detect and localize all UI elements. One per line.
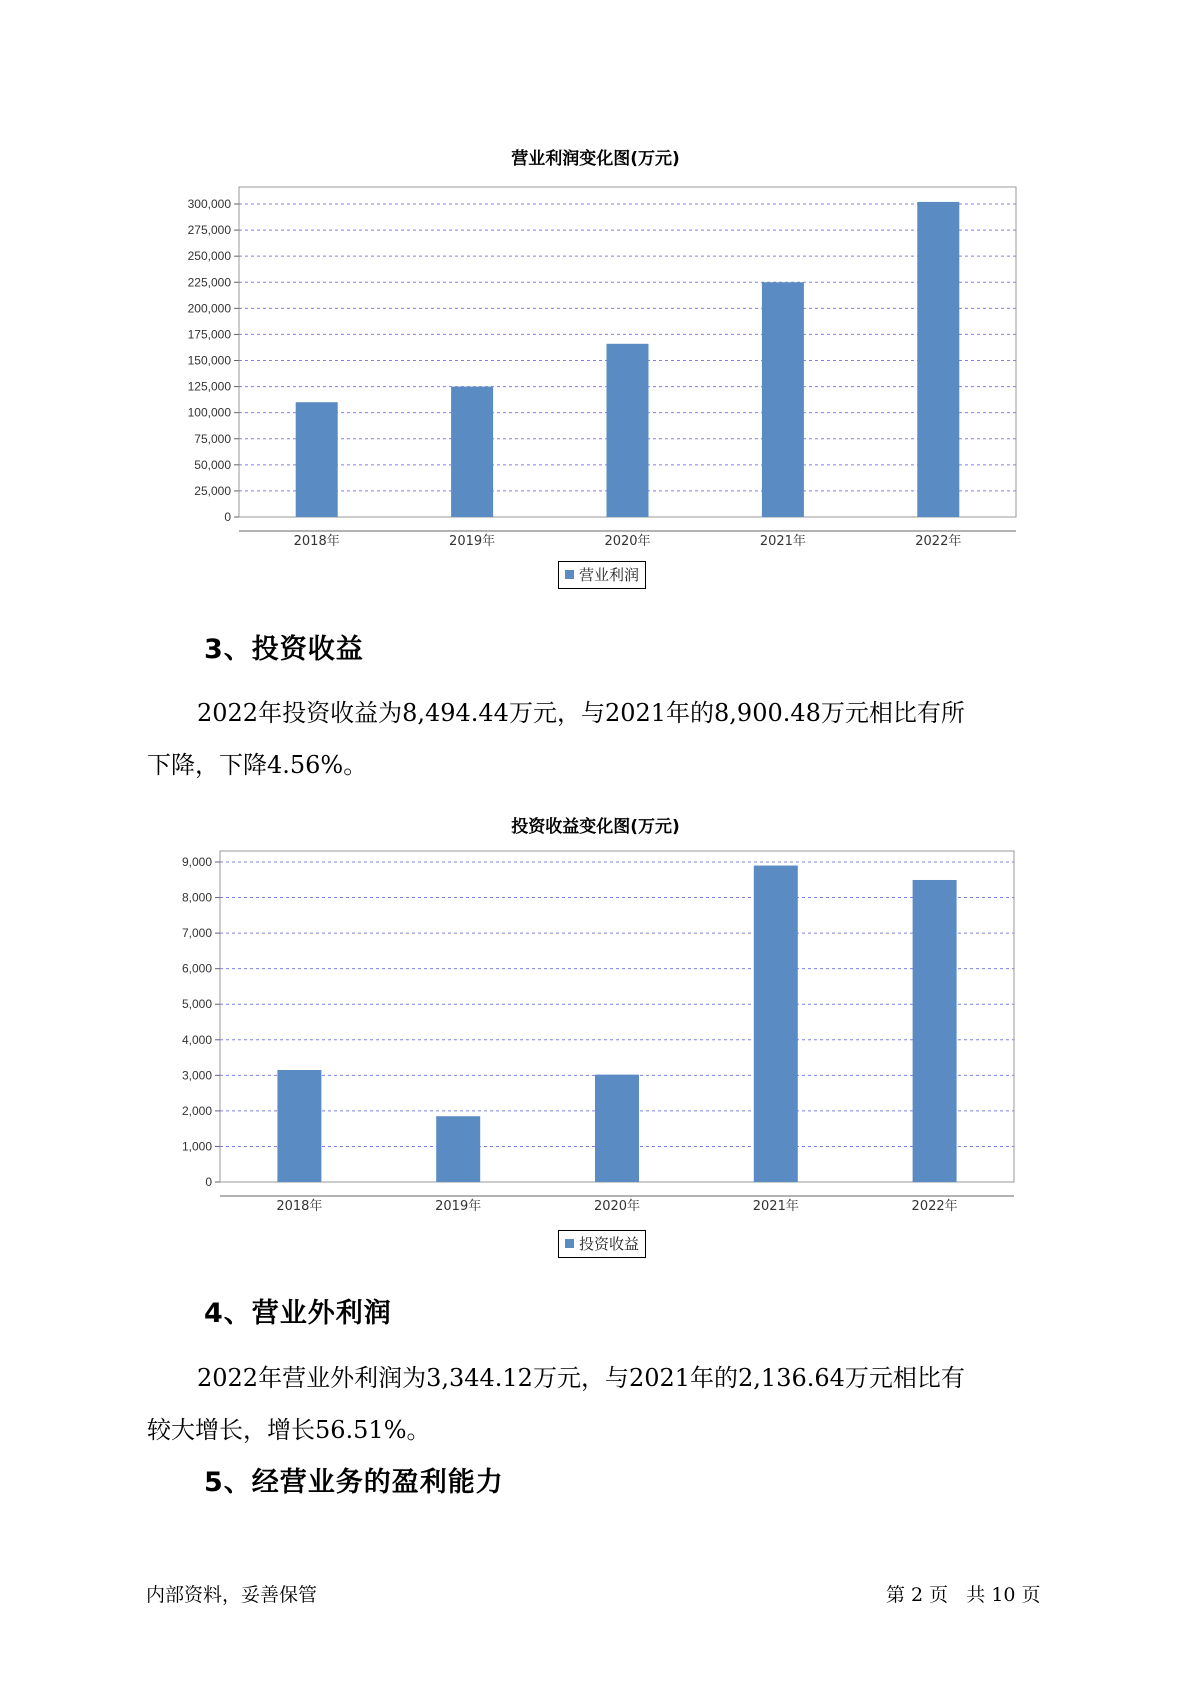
chart-1-xtick-label: 2021年 bbox=[759, 534, 806, 549]
chart-1-title: 营业利润变化图(万元) bbox=[511, 149, 680, 169]
chart-1-legend-label: 营业利润 bbox=[579, 566, 640, 584]
chart-2-title: 投资收益变化图(万元) bbox=[511, 817, 680, 837]
section-4-line-1: 2022年营业外利润为3,344.12万元，与2021年的2,136.64万元相比有 bbox=[197, 1364, 965, 1392]
chart-1-ytick-label: 25,000 bbox=[194, 483, 231, 498]
section-3-line-1: 2022年投资收益为8,494.44万元，与2021年的8,900.48万元相比有所 bbox=[197, 699, 965, 727]
chart-2-ytick-label: 9,000 bbox=[181, 855, 212, 869]
chart-1-ytick-label: 200,000 bbox=[187, 301, 231, 316]
chart-1-ytick-label: 300,000 bbox=[187, 197, 231, 211]
chart-2-ytick-label: 1,000 bbox=[181, 1139, 212, 1154]
chart-1-ytick-label: 275,000 bbox=[187, 223, 231, 238]
section-3-heading: 3、投资收益 bbox=[204, 634, 364, 665]
section-4-paragraph bbox=[147, 1352, 1047, 1456]
chart-1-ytick-label: 250,000 bbox=[187, 249, 231, 264]
footer-page-number: 第 2 页 共 10 页 bbox=[886, 1584, 1041, 1606]
footer-confidential-note: 内部资料，妥善保管 bbox=[146, 1584, 318, 1606]
chart-2-ytick-label: 3,000 bbox=[181, 1068, 212, 1083]
chart-2-legend bbox=[558, 1230, 646, 1258]
chart-1-ytick-label: 150,000 bbox=[187, 353, 231, 368]
chart-2-bar-2022年 bbox=[913, 880, 957, 1182]
chart-2-ytick-label: 2,000 bbox=[181, 1103, 212, 1118]
chart-1-xtick-label: 2020年 bbox=[604, 534, 651, 549]
chart-2-xtick-label: 2019年 bbox=[435, 1199, 482, 1214]
chart-2-bar-2018年 bbox=[277, 1070, 321, 1182]
chart-2-ytick-label: 4,000 bbox=[181, 1032, 212, 1047]
chart-2-bar-2020年 bbox=[595, 1075, 639, 1182]
chart-2-bar-2019年 bbox=[436, 1116, 480, 1182]
chart-1-ytick-label: 175,000 bbox=[187, 327, 231, 342]
chart-1-ytick-label: 75,000 bbox=[194, 431, 231, 446]
section-4-line-2: 较大增长，增长56.51%。 bbox=[147, 1416, 431, 1444]
chart-2-xtick-label: 2020年 bbox=[593, 1199, 641, 1214]
chart-1-ytick-label: 125,000 bbox=[187, 379, 231, 394]
chart-2-ytick-label: 8,000 bbox=[181, 890, 212, 905]
section-5-heading: 5、经营业务的盈利能力 bbox=[204, 1467, 504, 1498]
chart-2-legend-label: 投资收益 bbox=[579, 1235, 640, 1253]
section-3-line-2: 下降，下降4.56%。 bbox=[147, 751, 368, 779]
chart-2-bar-2021年 bbox=[754, 866, 798, 1182]
chart-2-xtick-label: 2021年 bbox=[752, 1199, 799, 1214]
chart-2-ytick-label: 0 bbox=[205, 1175, 212, 1189]
section-4-heading: 4、营业外利润 bbox=[204, 1298, 392, 1329]
chart-2-ytick-label: 7,000 bbox=[181, 926, 212, 941]
chart-1-ytick-label: 50,000 bbox=[194, 457, 231, 472]
chart-1-xtick-label: 2022年 bbox=[915, 534, 962, 549]
chart-1-xtick-label: 2019年 bbox=[449, 534, 496, 549]
chart-1-ytick-label: 100,000 bbox=[187, 405, 231, 420]
chart-2-xtick-label: 2022年 bbox=[911, 1199, 958, 1214]
chart-1-xtick-label: 2018年 bbox=[293, 534, 340, 549]
legend-swatch-icon bbox=[565, 1239, 574, 1248]
chart-2-ytick-label: 6,000 bbox=[181, 961, 212, 976]
chart-1-ytick-label: 225,000 bbox=[187, 275, 231, 290]
chart-2-ytick-label: 5,000 bbox=[181, 997, 212, 1012]
chart-1-ytick-label: 0 bbox=[224, 510, 231, 524]
chart-2-xtick-label: 2018年 bbox=[276, 1199, 323, 1214]
